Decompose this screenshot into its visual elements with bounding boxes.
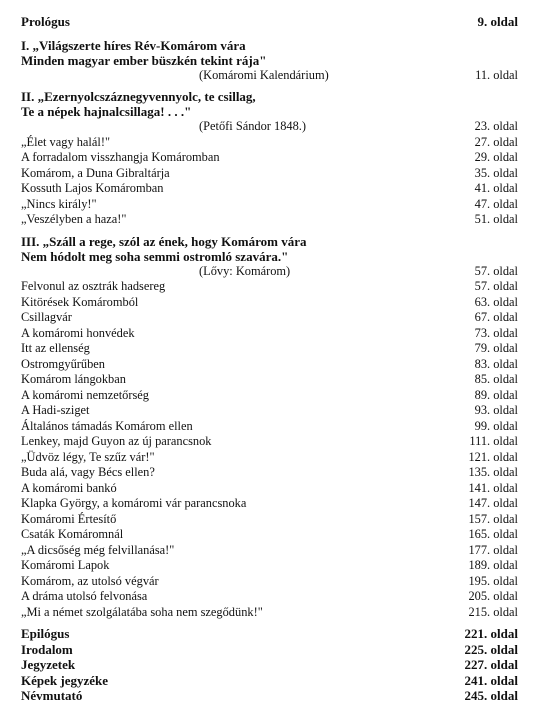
toc-page: 11. oldal <box>475 67 518 82</box>
toc-title: Komáromi Lapok <box>21 558 110 572</box>
toc-row <box>21 465 518 481</box>
toc-page: 245. oldal <box>464 688 518 703</box>
toc-row <box>21 357 518 373</box>
toc-row <box>21 181 518 197</box>
toc-row-prologue <box>21 14 518 30</box>
toc-page: 63. oldal <box>474 294 518 309</box>
toc-row <box>21 589 518 605</box>
toc-page: 27. oldal <box>474 134 518 149</box>
toc-row <box>21 605 518 621</box>
toc-page: 227. oldal <box>464 657 518 672</box>
part-heading-line2: Nem hódolt meg soha semmi ostromló szavára." <box>21 248 289 264</box>
toc-title: „Mi a német szolgálatába soha nem szegődünk!" <box>21 604 263 619</box>
toc-title: „Üdvöz légy, Te szűz vár!" <box>21 449 155 464</box>
toc-page: 35. oldal <box>474 165 518 180</box>
toc-page: 225. oldal <box>464 641 518 657</box>
toc-row <box>21 135 518 151</box>
toc-title: Csillagvár <box>21 310 72 324</box>
part-source: (Petőfi Sándor 1848.) <box>199 119 307 133</box>
part-heading: II. „Ezernyolcszáznegyvennyolc, te csillag, <box>21 89 256 104</box>
toc-row <box>21 434 518 450</box>
toc-page: 157. oldal <box>468 511 518 526</box>
toc-page: 67. oldal <box>474 310 518 324</box>
toc-title: „Veszélyben a haza!" <box>21 212 127 226</box>
toc-page: 9. oldal <box>477 14 518 29</box>
toc-page: 147. oldal <box>468 496 518 510</box>
toc-page: 93. oldal <box>474 403 518 417</box>
toc-page: 23. oldal <box>474 119 518 133</box>
toc-page: 141. oldal <box>468 480 518 495</box>
toc-row-image-list <box>21 673 518 689</box>
toc-title: Kossuth Lajos Komáromban <box>21 181 164 195</box>
toc-title: Csaták Komáromnál <box>21 527 124 541</box>
toc-page: 241. oldal <box>464 672 518 688</box>
part-source: (Komáromi Kalendárium) <box>199 67 329 82</box>
toc-title: Prológus <box>21 14 70 29</box>
toc-row <box>21 310 518 326</box>
toc-title: A komáromi bankó <box>21 480 117 495</box>
toc-page: 111. oldal <box>469 434 518 448</box>
toc-page: 89. oldal <box>474 387 518 402</box>
toc-row <box>21 326 518 342</box>
toc-page: 57. oldal <box>474 263 518 278</box>
part-source: (Lővy: Komárom) <box>199 263 291 278</box>
toc-title: Képek jegyzéke <box>21 672 109 688</box>
table-of-contents <box>21 14 518 704</box>
part-heading: III. „Száll a rege, szól az ének, hogy Komárom vára <box>21 233 307 249</box>
toc-page: 221. oldal <box>464 626 518 641</box>
toc-title: A forradalom visszhangja Komáromban <box>21 150 220 164</box>
toc-page: 195. oldal <box>468 573 518 588</box>
toc-title: Buda alá, vagy Bécs ellen? <box>21 465 155 479</box>
toc-title: Kitörések Komáromból <box>21 294 139 309</box>
toc-row <box>21 450 518 466</box>
part-heading-line2: Te a népek hajnalcsillaga! . . ." <box>21 104 192 119</box>
toc-title: Ostromgyűrűben <box>21 356 105 371</box>
toc-page: 205. oldal <box>468 589 518 603</box>
toc-row <box>21 341 518 357</box>
toc-page: 135. oldal <box>468 465 518 479</box>
toc-row <box>21 295 518 311</box>
toc-title: „Élet vagy halál!" <box>21 134 110 149</box>
toc-title: Jegyzetek <box>21 657 76 672</box>
toc-title: Névmutató <box>21 688 83 703</box>
toc-title: Komárom, az utolsó végvár <box>21 573 159 588</box>
toc-title: Klapka György, a komáromi vár parancsnoka <box>21 496 247 510</box>
toc-row <box>21 527 518 543</box>
toc-row <box>21 212 518 228</box>
toc-title: „A dicsőség még felvillanása!" <box>21 542 175 557</box>
toc-row-epilogue <box>21 626 518 642</box>
toc-row <box>21 558 518 574</box>
toc-page: 189. oldal <box>468 558 518 572</box>
toc-row <box>21 481 518 497</box>
toc-row <box>21 150 518 166</box>
toc-row-part2-source <box>21 119 518 135</box>
toc-page: 85. oldal <box>474 372 518 386</box>
toc-title: A komáromi honvédek <box>21 325 135 340</box>
toc-title: Komárom, a Duna Gibraltárja <box>21 165 170 180</box>
toc-title: Epilógus <box>21 626 70 641</box>
toc-row <box>21 372 518 388</box>
toc-page: 47. oldal <box>474 196 518 211</box>
toc-row-part1-source <box>21 68 518 84</box>
toc-title: Irodalom <box>21 641 73 657</box>
toc-title: „Nincs király!" <box>21 196 97 211</box>
toc-page: 121. oldal <box>468 449 518 464</box>
toc-page: 99. oldal <box>474 418 518 433</box>
toc-page: 51. oldal <box>474 212 518 226</box>
toc-title: Komárom lángokban <box>21 372 126 386</box>
toc-title: Lenkey, majd Guyon az új parancsnok <box>21 434 212 448</box>
toc-page: 29. oldal <box>474 150 518 164</box>
part-heading-line2: Minden magyar ember büszkén tekint rája" <box>21 52 267 68</box>
toc-row <box>21 403 518 419</box>
toc-row <box>21 166 518 182</box>
toc-page: 83. oldal <box>474 356 518 371</box>
toc-page: 41. oldal <box>474 181 518 195</box>
toc-row <box>21 496 518 512</box>
toc-row <box>21 197 518 213</box>
toc-title: A dráma utolsó felvonása <box>21 589 148 603</box>
toc-title: Komáromi Értesítő <box>21 511 117 526</box>
toc-page: 215. oldal <box>468 604 518 619</box>
toc-title: A Hadi-sziget <box>21 403 90 417</box>
toc-row <box>21 388 518 404</box>
part-heading: I. „Világszerte híres Rév-Komárom vára <box>21 37 246 53</box>
toc-row <box>21 279 518 295</box>
toc-title: A komáromi nemzetőrség <box>21 387 150 402</box>
toc-row <box>21 574 518 590</box>
toc-row-part3-source <box>21 264 518 280</box>
toc-row <box>21 512 518 528</box>
toc-page: 79. oldal <box>474 341 518 355</box>
toc-row <box>21 543 518 559</box>
toc-page: 165. oldal <box>468 527 518 541</box>
toc-title: Itt az ellenség <box>21 341 90 355</box>
toc-title: Felvonul az osztrák hadsereg <box>21 279 166 293</box>
toc-row-name-index <box>21 688 518 704</box>
toc-title: Általános támadás Komárom ellen <box>21 418 193 433</box>
toc-row <box>21 419 518 435</box>
toc-page: 177. oldal <box>468 542 518 557</box>
toc-page: 73. oldal <box>474 325 518 340</box>
toc-page: 57. oldal <box>474 279 518 293</box>
toc-row-bibliography <box>21 642 518 658</box>
